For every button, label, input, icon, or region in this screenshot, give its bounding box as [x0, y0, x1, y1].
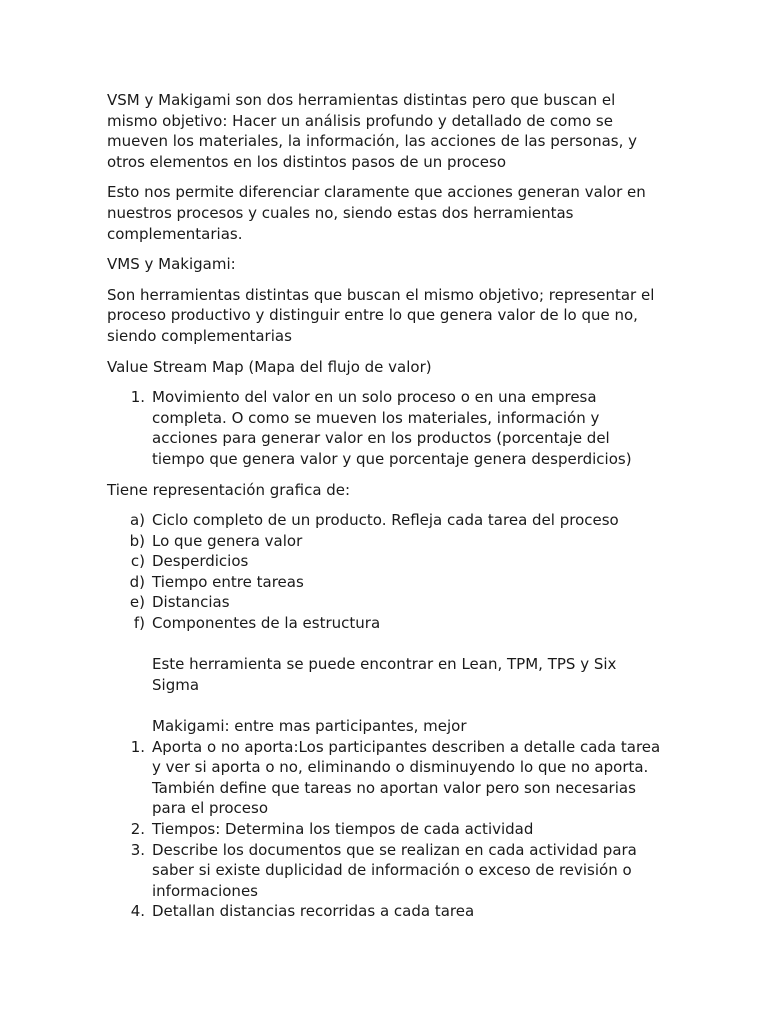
paragraph-heading-vsm: Value Stream Map (Mapa del flujo de valor): [107, 357, 432, 376]
list-item: [107, 387, 667, 469]
list-marker: b): [129, 531, 145, 550]
list-item-text: Aporta o no aporta:Los participantes describen a detalle cada tarea y ver si aporta o no, eliminando o disminuyendo lo que no aporta. También define que tareas no aportan valor pero son necesarias para el proceso: [152, 737, 661, 818]
list-item-text: Ciclo completo de un producto. Refleja cada tarea del proceso: [152, 511, 619, 530]
list-marker: 1.: [130, 737, 145, 756]
paragraph-intro: VSM y Makigami son dos herramientas distintas pero que buscan el mismo objetivo: Hacer un análisis profundo y detallado de como se mueven los materiales, la información, las acciones de las personas, y otros elementos en los distintos pasos de un proceso: [107, 91, 638, 171]
list-item-text: Tiempos: Determina los tiempos de cada actividad: [152, 820, 534, 838]
list-vsm: [107, 387, 667, 469]
list-marker: 2.: [130, 820, 145, 838]
list-makigami: [107, 737, 667, 922]
paragraph-value: Esto nos permite diferenciar claramente que acciones generan valor en nuestros procesos y cuales no, siendo estas dos herramientas complementarias.: [107, 183, 646, 243]
document-page: [107, 90, 667, 932]
list-item: [107, 901, 667, 922]
list-marker: f): [133, 614, 145, 633]
list-item: [107, 551, 667, 572]
list-item: [107, 613, 667, 634]
spacer: [107, 634, 667, 655]
list-marker: d): [129, 572, 145, 591]
list-marker: a): [129, 511, 145, 530]
paragraph-tools-note: Este herramienta se puede encontrar en Lean, TPM, TPS y Six Sigma: [152, 655, 617, 694]
list-item-text: Componentes de la estructura: [152, 614, 381, 633]
list-item-text: Detallan distancias recorridas a cada tarea: [152, 902, 475, 921]
list-marker: 1.: [130, 388, 145, 407]
list-item: [107, 572, 667, 593]
list-item: [107, 840, 667, 902]
paragraph-makigami-heading: Makigami: entre mas participantes, mejor: [152, 717, 467, 736]
list-item-text: Distancias: [152, 593, 230, 612]
paragraph-objective: Son herramientas distintas que buscan el mismo objetivo; representar el proceso productivo y distinguir entre lo que genera valor de lo que no, siendo complementarias: [107, 285, 655, 345]
list-item-text: Describe los documentos que se realizan en cada actividad para saber si existe duplicidad de información o exceso de revisión o informaciones: [152, 840, 637, 900]
list-graphic: [107, 510, 667, 634]
list-item: [107, 531, 667, 552]
list-marker: 3.: [130, 840, 145, 859]
list-marker: 4.: [130, 902, 145, 921]
list-item-text: Tiempo entre tareas: [152, 572, 304, 591]
list-marker: e): [129, 593, 145, 612]
list-marker: c): [130, 552, 145, 571]
list-item: [107, 737, 667, 819]
list-item-text: Desperdicios: [152, 552, 249, 571]
list-item-text: Movimiento del valor en un solo proceso o en una empresa completa. O como se mueven los materiales, información y acciones para generar valor en los productos (porcentaje del tiempo que genera valor y que porcentaje genera desperdicios): [152, 388, 632, 468]
paragraph-graphic-heading: Tiene representación grafica de:: [107, 480, 351, 499]
list-item: [107, 592, 667, 613]
list-item-text: Lo que genera valor: [152, 531, 303, 550]
paragraph-heading-vms: VMS y Makigami:: [107, 255, 236, 274]
spacer: [107, 695, 667, 716]
list-item: [107, 819, 667, 840]
list-item: [107, 510, 667, 531]
